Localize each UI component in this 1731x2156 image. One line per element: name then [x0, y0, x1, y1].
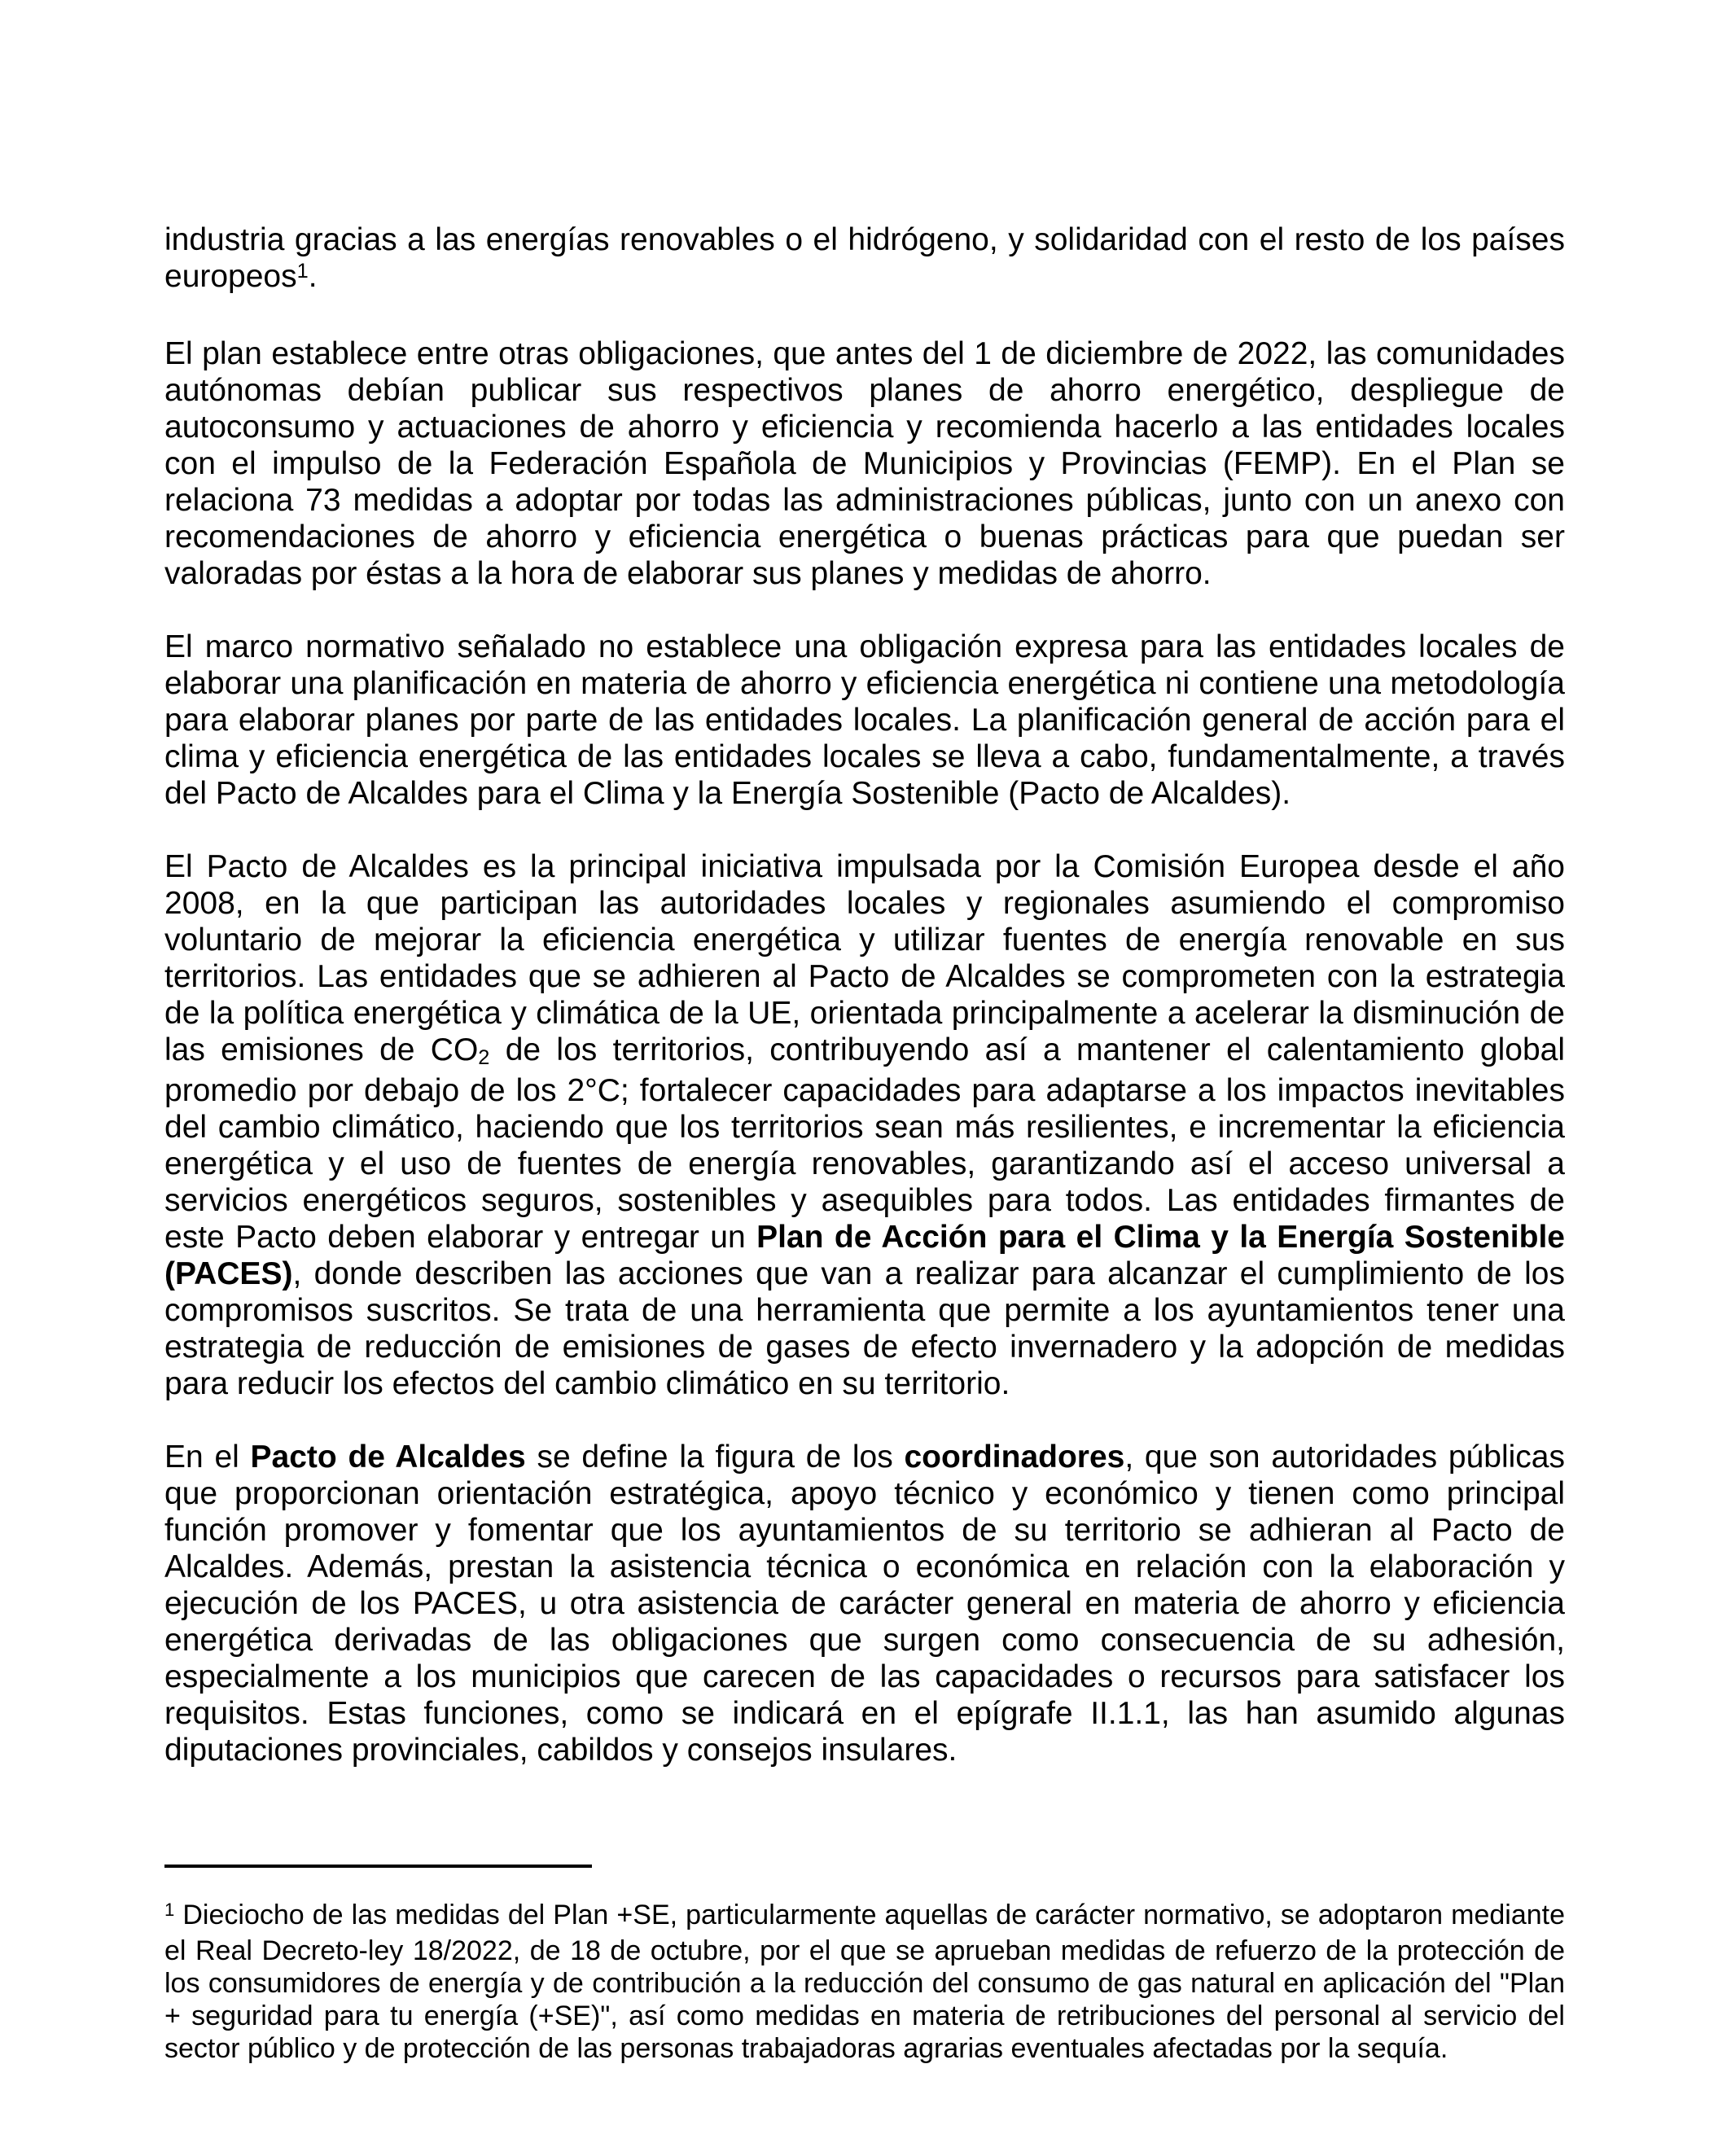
text-run-sup: 1: [164, 1900, 175, 1921]
text-run: , donde describen las acciones que van a realizar para alcanzar el cumplimiento de los compromisos suscritos. Se trata de una herramienta que permite a los ayuntamientos tener una estrategia de reducción de emisiones de gases de efecto invernadero y la adopción de medidas para reducir los efectos del cambio climático en su territorio.: [164, 1256, 1565, 1401]
text-run: industria gracias a las energías renovables o el hidrógeno, y solidaridad con el resto de los países europeos: [164, 222, 1565, 294]
text-run-bold: Plan de Acción para el Clima y la Energía Sostenible (PACES): [164, 1220, 1565, 1291]
text-run: El Pacto de Alcaldes es la principal iniciativa impulsada por la Comisión Europea desde el año 2008, en la que participan las autoridades locales y regionales asumiendo el compromiso voluntario de mejorar la eficiencia energética y utilizar fuentes de energía renovable en sus territorios. Las entidades que se adhieren al Pacto de Alcaldes se comprometen con la estrategia de la política energética y climática de la UE, orientada principalmente a acelerar la disminución de las emisiones de CO: [164, 849, 1565, 1067]
text-run: Dieciocho de las medidas del Plan +SE, particularmente aquellas de carácter normativo, se adoptaron mediante el Real Decreto-ley 18/2022, de 18 de octubre, por el que se aprueban medidas de refuerzo de la protección de los consumidores de energía y de contribución a la reducción del consumo de gas natural en aplicación del "Plan + seguridad para tu energía (+SE)", así como medidas en materia de retribuciones del personal al servicio del sector público y de protección de las personas trabajadoras agrarias eventuales afectadas por la sequía.: [164, 1900, 1565, 2064]
text-run: El plan establece entre otras obligaciones, que antes del 1 de diciembre de 2022, las comunidades autónomas debían publicar sus respectivos planes de ahorro energético, despliegue de autoconsumo y actuaciones de ahorro y eficiencia y recomienda hacerlo a las entidades locales con el impulso de la Federación Española de Municipios y Provincias (FEMP). En el Plan se relaciona 73 medidas a adoptar por todas las administraciones públicas, junto con un anexo con recomendaciones de ahorro y eficiencia energética o buenas prácticas para que puedan ser valoradas por éstas a la hora de elaborar sus planes y medidas de ahorro.: [164, 336, 1565, 591]
paragraph-marco-normativo: [164, 629, 1565, 812]
text-run-bold: coordinadores: [904, 1440, 1125, 1475]
paragraph-coordinadores: [164, 1439, 1565, 1768]
text-run-sub: 2: [478, 1045, 490, 1069]
text-run: se define la figura de los: [525, 1440, 905, 1475]
footnote-area: [164, 1865, 1565, 2065]
footnote-1: [164, 1899, 1565, 2065]
text-run: El marco normativo señalado no establece una obligación expresa para las entidades locales de elaborar una planificación en materia de ahorro y eficiencia energética ni contiene una metodología para elaborar planes por parte de las entidades locales. La planificación general de acción para el clima y eficiencia energética de las entidades locales se lleva a cabo, fundamentalmente, a través del Pacto de Alcaldes para el Clima y la Energía Sostenible (Pacto de Alcaldes).: [164, 629, 1565, 811]
text-run-sup: 1: [296, 259, 309, 283]
footnote-separator: [164, 1865, 592, 1868]
document-body: [164, 221, 1565, 1805]
paragraph-pacto-alcaldes-paces: [164, 848, 1565, 1402]
text-run: de los territorios, contribuyendo así a mantener el calentamiento global promedio por debajo de los 2°C; fortalecer capacidades para adaptarse a los impactos inevitables del cambio climático, haciendo que los territorios sean más resilientes, e incrementar la eficiencia energética y el uso de fuentes de energía renovables, garantizando así el acceso universal a servicios energéticos seguros, sostenibles y asequibles para todos. Las entidades firmantes de este Pacto deben elaborar y entregar un: [164, 1032, 1565, 1255]
paragraph-industria-europeos: [164, 221, 1565, 299]
text-run: .: [308, 259, 318, 294]
text-run: En el: [164, 1440, 251, 1475]
paragraph-plan-obligaciones: [164, 335, 1565, 592]
text-run: , que son autoridades públicas que proporcionan orientación estratégica, apoyo técnico y económico y tienen como principal función promover y fomentar que los ayuntamientos de su territorio se adhieran al Pacto de Alcaldes. Además, prestan la asistencia técnica o económica en relación con la elaboración y ejecución de los PACES, u otra asistencia de carácter general en materia de ahorro y eficiencia energética derivadas de las obligaciones que surgen como consecuencia de su adhesión, especialmente a los municipios que carecen de las capacidades o recursos para satisfacer los requisitos. Estas funciones, como se indicará en el epígrafe II.1.1, las han asumido algunas diputaciones provinciales, cabildos y consejos insulares.: [164, 1440, 1565, 1768]
text-run-bold: Pacto de Alcaldes: [250, 1440, 526, 1475]
